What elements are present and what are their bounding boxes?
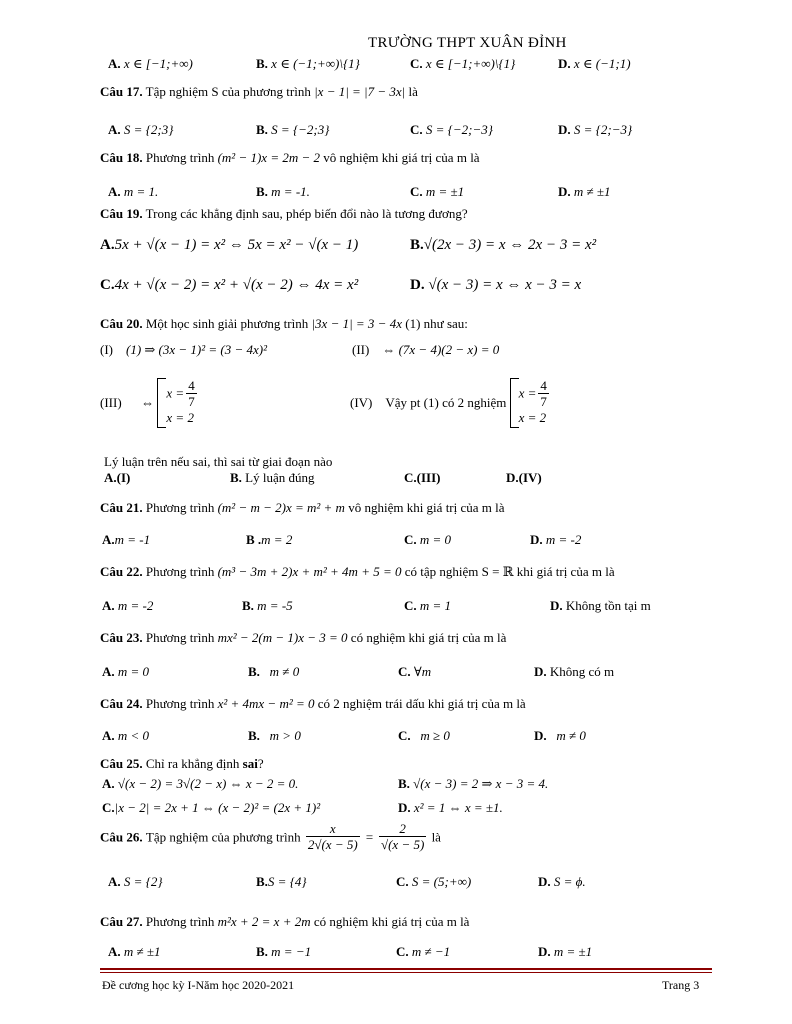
q20-question: Lý luận trên nếu sai, thì sai từ giai đoạn nào <box>104 454 333 469</box>
footer-divider-thick <box>100 968 712 970</box>
q27-option-a: A. m ≠ ±1 <box>108 944 161 959</box>
q22-option-b: B. m = -5 <box>242 598 293 613</box>
q17-option-a: A. S = {2;3} <box>108 122 174 137</box>
q20-step-1: (I) (1) ⇒ (3x − 1)² = (3 − 4x)² <box>100 342 268 357</box>
q25-option-d: D. x² = 1 ⇔ x = ±1. <box>398 800 503 815</box>
q26-stem: Câu 26. Tập nghiệm của phương trình $\frac{x}{2√(x - 5)}$ = $\frac{2}{√(x - 5)}$ là <box>100 821 441 853</box>
q22-option-a: A. m = -2 <box>102 598 154 613</box>
q16-option-c: C. x ∈ [−1;+∞)\{1} <box>410 56 516 71</box>
q20-step4-roots: x = $\frac{4}{7}$ x = 2 <box>518 378 547 425</box>
q25-option-a: A. √(x − 2) = 3√(2 − x) ⇔ x − 2 = 0. <box>102 776 299 791</box>
q24-option-b: B. m > 0 <box>248 728 301 743</box>
q20-stem: Câu 20. Một học sinh giải phương trình |3x − 1| = 3 − 4x (1) như sau: <box>100 316 468 331</box>
q16-option-b: B. x ∈ (−1;+∞)\{1} <box>256 56 360 71</box>
q24-stem: Câu 24. Phương trình x² + 4mx − m² = 0 có 2 nghiệm trái dấu khi giá trị của m là <box>100 696 526 711</box>
q27-option-d: D. m = ±1 <box>538 944 593 959</box>
q20-option-c: C.(III) <box>404 470 441 485</box>
q21-stem: Câu 21. Phương trình (m² − m − 2)x = m² + m vô nghiệm khi giá trị của m là <box>100 500 505 515</box>
q21-option-a: A.m = -1 <box>102 532 151 547</box>
q18-option-c: C. m = ±1 <box>410 184 465 199</box>
q24-option-a: A. m < 0 <box>102 728 150 743</box>
q17-option-c: C. S = {−2;−3} <box>410 122 493 137</box>
q22-option-c: C. m = 1 <box>404 598 452 613</box>
q23-option-a: A. m = 0 <box>102 664 150 679</box>
q16-option-a: A. x ∈ [−1;+∞) <box>108 56 193 71</box>
q20-option-d: D.(IV) <box>506 470 542 485</box>
q20-step3-roots: x = $\frac{4}{7}$ x = 2 <box>166 378 195 425</box>
q20-step-3: (III) ⇔ x = $\frac{4}{7}$ x = 2 <box>100 378 199 428</box>
q26-option-a: A. S = {2} <box>108 874 163 889</box>
q22-option-d: D. Không tồn tại m <box>550 598 651 613</box>
q25-option-c: C.|x − 2| = 2x + 1 ⇔ (x − 2)² = (2x + 1)² <box>102 800 321 815</box>
q27-option-c: C. m ≠ −1 <box>396 944 451 959</box>
q25-option-b: B. √(x − 3) = 2 ⇒ x − 3 = 4. <box>398 776 549 791</box>
q19-option-d: D. √(x − 3) = x ⇔ x − 3 = x <box>410 277 582 293</box>
q19-stem: Câu 19. Trong các khẳng định sau, phép biến đổi nào là tương đương? <box>100 206 468 221</box>
q18-option-a: A. m = 1. <box>108 184 159 199</box>
q26-option-c: C. S = (5;+∞) <box>396 874 472 889</box>
q20-option-a: A.(I) <box>104 470 131 485</box>
q21-option-c: C. m = 0 <box>404 532 452 547</box>
q23-option-c: C. ∀m <box>398 664 432 679</box>
q16-option-d: D. x ∈ (−1;1) <box>558 56 631 71</box>
q20-option-b: B. Lý luận đúng <box>230 470 315 485</box>
school-header: TRƯỜNG THPT XUÂN ĐỈNH <box>368 35 567 51</box>
q20-step-2: (II) ⇔ (7x − 4)(2 − x) = 0 <box>352 342 500 357</box>
q26-lhs-fraction: $\frac{x}{2√(x - 5)}$ <box>307 821 358 853</box>
q24-option-d: D. m ≠ 0 <box>534 728 586 743</box>
q27-option-b: B. m = −1 <box>256 944 312 959</box>
page-number: Trang 3 <box>662 978 700 992</box>
q23-option-b: B. m ≠ 0 <box>248 664 300 679</box>
q19-option-a: A.5x + √(x − 1) = x² ⇔ 5x = x² − √(x − 1) <box>100 237 359 253</box>
footer-left-text: Đề cương học kỳ I-Năm học 2020-2021 <box>102 978 295 992</box>
q23-option-d: D. Không có m <box>534 664 615 679</box>
q18-option-d: D. m ≠ ±1 <box>558 184 611 199</box>
q27-stem: Câu 27. Phương trình m²x + 2 = x + 2m có nghiệm khi giá trị của m là <box>100 914 470 929</box>
q25-stem: Câu 25. Chỉ ra khẳng định sai? <box>100 756 264 771</box>
q19-option-c: C.4x + √(x − 2) = x² + √(x − 2) ⇔ 4x = x² <box>100 277 359 293</box>
q18-option-b: B. m = -1. <box>256 184 310 199</box>
q18-stem: Câu 18. Phương trình (m² − 1)x = 2m − 2 vô nghiệm khi giá trị của m là <box>100 150 480 165</box>
q17-option-b: B. S = {−2;3} <box>256 122 330 137</box>
q20-step4-bracket <box>510 378 519 428</box>
q17-option-d: D. S = {2;−3} <box>558 122 633 137</box>
q24-option-c: C. m ≥ 0 <box>398 728 450 743</box>
q22-stem: Câu 22. Phương trình (m³ − 3m + 2)x + m² + 4m + 5 = 0 có tập nghiệm S = ℝ khi giá trị của m là <box>100 564 615 579</box>
q21-option-d: D. m = -2 <box>530 532 582 547</box>
q20-step-4: (IV) Vậy pt (1) có 2 nghiệm x = $\frac{4}{7}$ x = 2 <box>350 378 551 428</box>
q26-option-b: B.S = {4} <box>256 874 307 889</box>
q19-option-b: B.√(2x − 3) = x ⇔ 2x − 3 = x² <box>410 237 597 253</box>
q17-stem: Câu 17. Tập nghiệm S của phương trình |x − 1| = |7 − 3x| là <box>100 84 418 99</box>
footer-divider-thin <box>100 972 712 973</box>
q26-option-d: D. S = ϕ. <box>538 874 586 889</box>
q26-rhs-fraction: $\frac{2}{√(x - 5)}$ <box>380 821 425 853</box>
q21-option-b: B .m = 2 <box>246 532 293 547</box>
q23-stem: Câu 23. Phương trình mx² − 2(m − 1)x − 3 = 0 có nghiệm khi giá trị của m là <box>100 630 507 645</box>
